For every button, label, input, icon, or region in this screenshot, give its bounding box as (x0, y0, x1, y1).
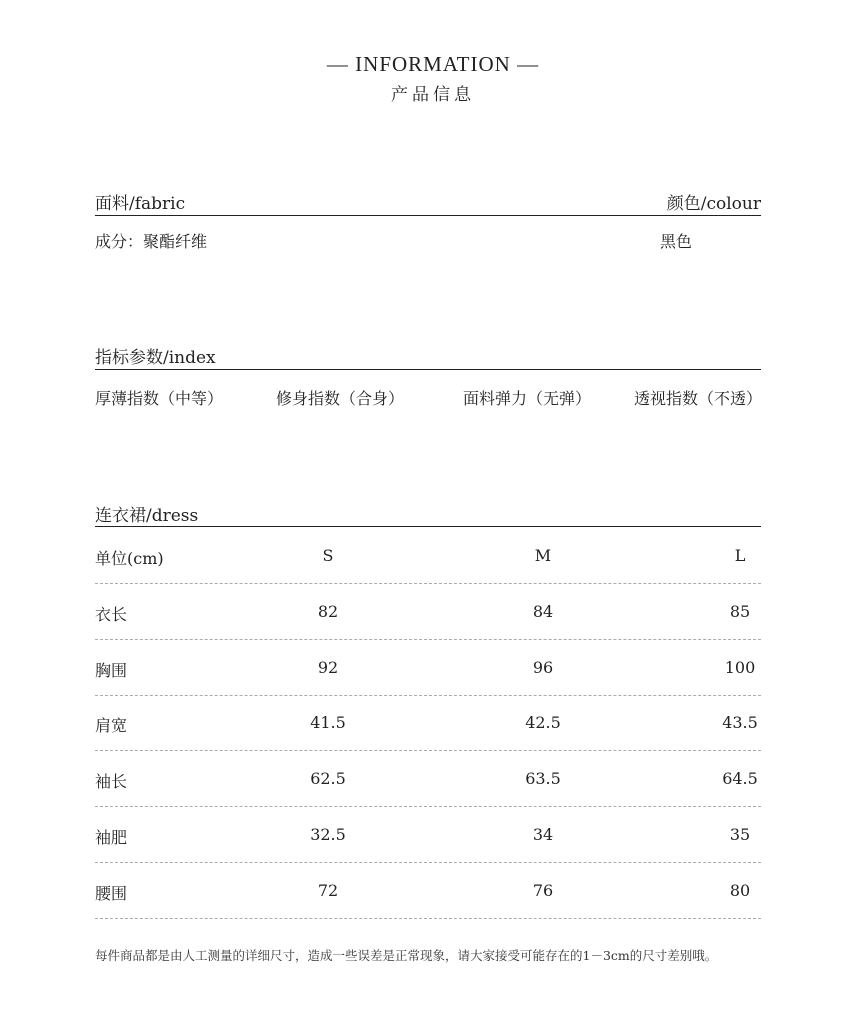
dashed-divider (95, 862, 761, 863)
table-cell: 76 (532, 880, 554, 900)
dashed-divider (95, 639, 761, 640)
table-cell: 64.5 (722, 769, 758, 789)
dashed-divider (95, 695, 761, 696)
table-cell: 62.5 (310, 769, 346, 789)
row-label: 衣长 (95, 604, 128, 624)
index-item: 透视指数（不透） (634, 389, 763, 408)
dashed-divider (95, 806, 761, 807)
row-label: 袖长 (95, 772, 128, 792)
index-item: 修身指数（合身） (276, 389, 405, 408)
table-cell: 41.5 (310, 713, 346, 733)
table-cell: 80 (729, 880, 751, 900)
row-label: 袖肥 (95, 828, 128, 847)
table-cell: 85 (729, 601, 751, 621)
table-cell: 35 (729, 825, 751, 844)
table-cell: 72 (317, 880, 339, 900)
table-cell: 92 (317, 657, 339, 677)
divider (95, 369, 761, 370)
footnote: 每件商品都是由人工测量的详细尺寸，造成一些误差是正常现象，请大家接受可能存在的1－3cm的尺寸差别哦。 (95, 948, 718, 963)
divider (95, 215, 761, 216)
composition: 成分：聚酯纤维 (95, 232, 208, 251)
table-cell: 82 (317, 601, 339, 621)
dress-heading: 连衣裙/dress (95, 506, 199, 526)
column-header: L (734, 546, 746, 565)
table-cell: 43.5 (722, 713, 758, 733)
table-cell: 42.5 (525, 713, 561, 733)
index-item: 面料弹力（无弹） (463, 389, 592, 408)
fabric-heading: 面料/fabric (95, 194, 186, 214)
page-title: — INFORMATION — (326, 52, 540, 76)
column-header: M (534, 546, 552, 565)
colour-heading: 颜色/colour (666, 194, 761, 214)
table-cell: 63.5 (525, 769, 561, 789)
row-label: 腰围 (95, 883, 128, 903)
row-label: 胸围 (95, 660, 128, 680)
row-label: 肩宽 (95, 716, 128, 736)
dashed-divider (95, 918, 761, 919)
dashed-divider (95, 750, 761, 751)
dashed-divider (95, 583, 761, 584)
page-subtitle: 产品信息 (391, 85, 475, 105)
table-cell: 34 (532, 825, 554, 844)
table-cell: 32.5 (310, 825, 346, 844)
divider (95, 526, 761, 527)
table-cell: 84 (532, 601, 554, 621)
table-cell: 100 (724, 657, 756, 677)
column-header: S (322, 546, 334, 565)
column-header: 单位(cm) (95, 549, 164, 568)
index-heading: 指标参数/index (95, 348, 216, 368)
index-item: 厚薄指数（中等） (95, 389, 224, 408)
colour-value: 黑色 (660, 232, 693, 251)
table-cell: 96 (532, 657, 554, 677)
